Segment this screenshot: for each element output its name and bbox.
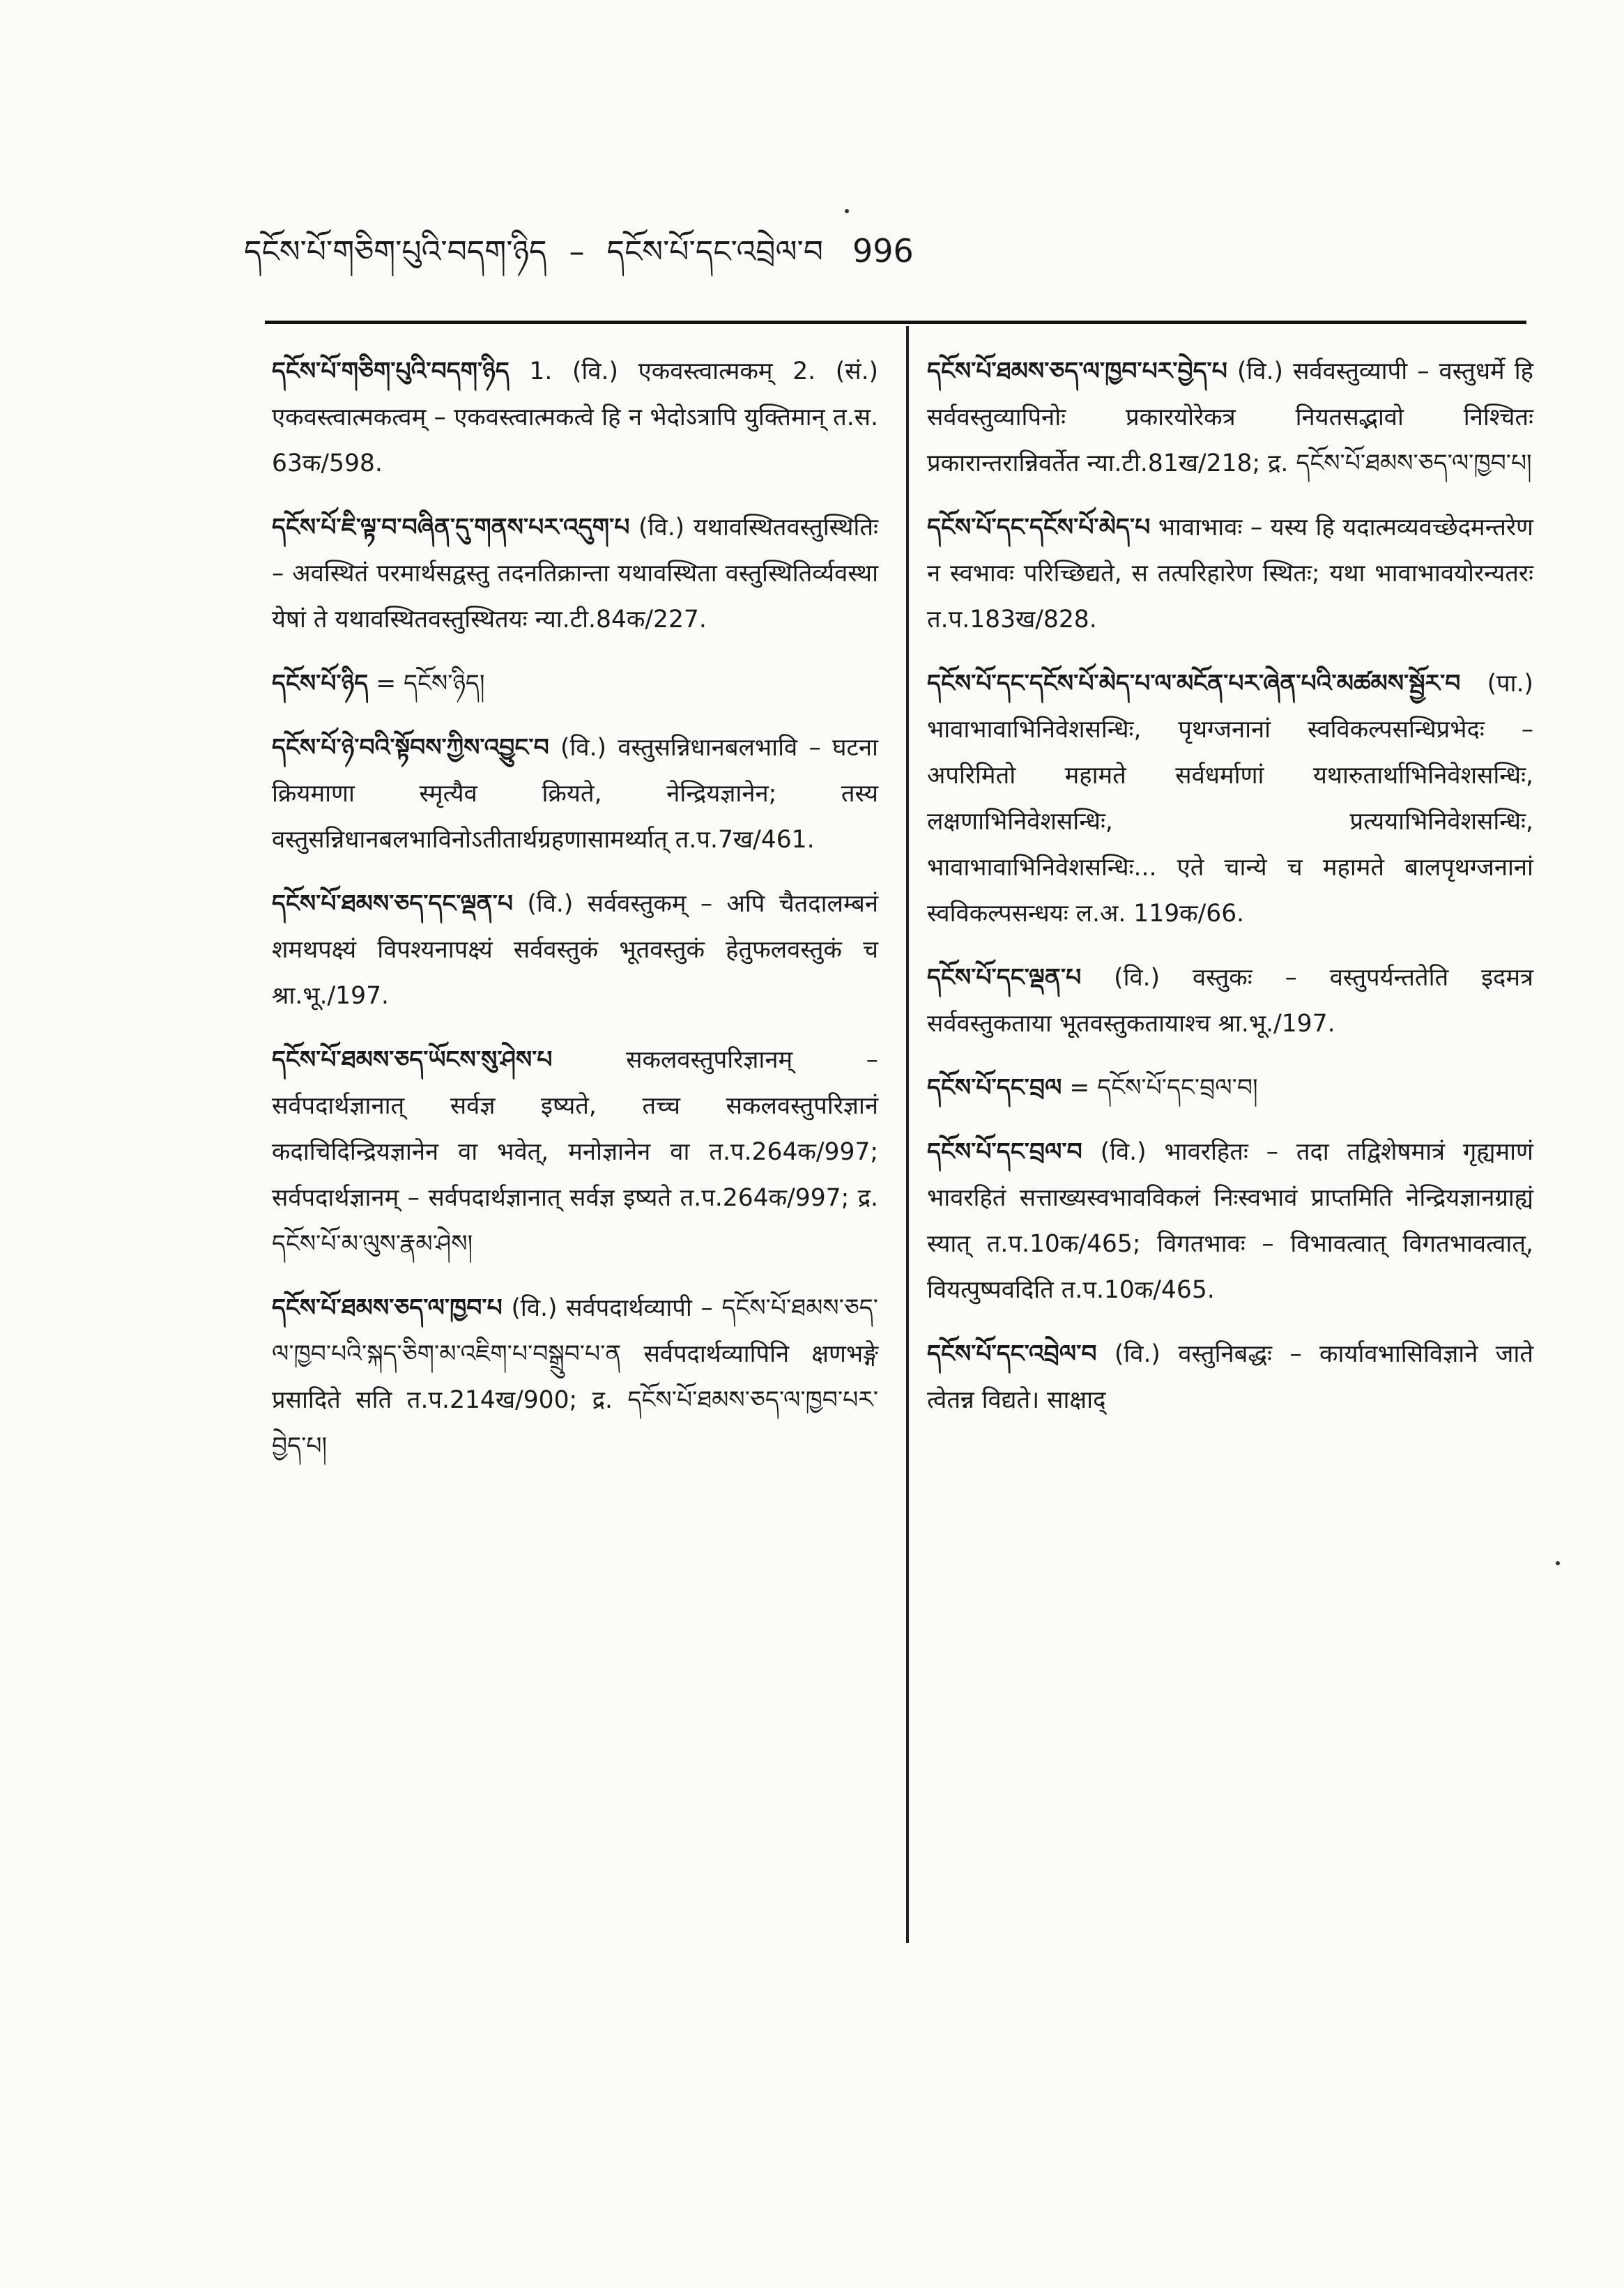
dictionary-entry	[272, 661, 878, 707]
entry-headword: དངོས་པོ་དང་དངོས་པོ་མེད་པ	[927, 514, 1151, 542]
dictionary-entry	[927, 661, 1533, 937]
dictionary-entry	[272, 1037, 878, 1267]
entry-body: (वि.) वस्तुकः – वस्तुपर्यन्ततेति इदमत्र सर्ववस्तुकताया भूतवस्तुकतायाश्च श्रा.भू./197.	[927, 964, 1533, 1038]
entry-headword: དངོས་པོ་ཐམས་ཅད་ལ་ཁྱབ་པར་བྱེད་པ	[927, 358, 1227, 385]
dictionary-entry	[927, 1065, 1533, 1111]
right-column	[927, 348, 1533, 1441]
dictionary-entry	[927, 505, 1533, 643]
dictionary-entry	[272, 881, 878, 1019]
dictionary-entry	[927, 1331, 1533, 1423]
entry-body: = དངོས་ཉིད།	[376, 670, 485, 698]
left-column	[272, 348, 878, 1487]
entry-body: भावाभावः – यस्य हि यदात्मव्यवच्छेदमन्तरेण न स्वभावः परिच्छिद्यते, स तत्परिहारेण स्थितः; यथा भावाभावयोरन्यतरः त.प.183ख/828.	[927, 514, 1533, 634]
speck-mark	[1556, 1561, 1560, 1565]
entry-headword: དངོས་པོ་ཇི་ལྟ་བ་བཞིན་དུ་གནས་པར་འདུག་པ	[272, 514, 630, 542]
column-divider	[906, 326, 909, 1943]
entry-body: (वि.) यथावस्थितवस्तुस्थितिः – अवस्थितं परमार्थसद्वस्तु तदनतिक्रान्ता यथावस्थिता वस्तुस्थितिर्व्यवस्था येषां ते यथावस्थितवस्तुस्थितयः न्या.टी.84क/227.	[272, 514, 878, 634]
entry-headword: དངོས་པོ་ཐམས་ཅད་ལ་ཁྱབ་པ	[272, 1294, 503, 1322]
entry-headword: དངོས་པོ་ཐམས་ཅད་དང་ལྡན་པ	[272, 890, 513, 918]
entry-headword: དངོས་པོ་གཅིག་པུའི་བདག་ཉིད	[272, 358, 510, 385]
entry-headword: དངོས་པོ་དང་འབྲེལ་བ	[927, 1340, 1097, 1368]
entry-body: = དངོས་པོ་དང་བྲལ་བ།	[1069, 1074, 1258, 1102]
entry-headword: དངོས་པོ་ཉིད	[272, 670, 369, 698]
dictionary-entry	[927, 955, 1533, 1047]
entry-body: (वि.) वस्तुनिबद्धः – कार्यावभासिविज्ञाने जाते त्वेतन्न विद्यते। साक्षाद्	[927, 1340, 1534, 1414]
speck-mark	[845, 209, 849, 213]
dictionary-entry	[272, 348, 878, 486]
entry-body: (वि.) सर्ववस्तुकम् – अपि चैतदालम्बनं शमथपक्ष्यं विपश्यनापक्ष्यं सर्ववस्तुकं भूतवस्तुकं हेतुफलवस्तुकं च श्रा.भू./197.	[272, 890, 878, 1010]
dictionary-entry	[272, 1285, 878, 1469]
entry-body: (वि.) भावरहितः – तदा तद्विशेषमात्रं गृह्यमाणं भावरहितं सत्ताख्यस्वभावविकलं निःस्वभावं प्राप्तमिति नेन्द्रियज्ञानग्राह्यं स्यात् त.प.10क/465; विगतभावः – विभावत्वात् विगतभावत्वात्, वियत्पुष्पवदिति त.प.10क/465.	[927, 1138, 1533, 1304]
entry-body: (वि.) सर्वपदार्थव्यापी – དངོས་པོ་ཐམས་ཅད་ལ་ཁྱབ་པའི་སྐད་ཅིག་མ་འཇིག་པ་བསྒྲུབ་པ་ན सर्वपदार्थव्यापिनि क्षणभङ्गे प्रसादिते सति त.प.214ख/900; द्र. དངོས་པོ་ཐམས་ཅད་ལ་ཁྱབ་པར་བྱེད་པ།	[272, 1294, 879, 1460]
entry-headword: དངོས་པོ་ཉེ་བའི་སྟོབས་ཀྱིས་འབྱུང་བ	[272, 734, 549, 762]
entry-body: 1. (वि.) एकवस्त्वात्मकम् 2. (सं.) एकवस्त्वात्मकत्वम् – एकवस्त्वात्मकत्वे हि न भेदोऽत्रापि युक्तिमान् त.स. 63क/598.	[272, 358, 878, 477]
entry-headword: དངོས་པོ་དང་ལྡན་པ	[927, 964, 1082, 992]
entry-headword: དངོས་པོ་དང་དངོས་པོ་མེད་པ་ལ་མངོན་པར་ཞེན་པའི་མཚམས་སྦྱོར་བ	[927, 670, 1461, 698]
header-right-headword: དངོས་པོ་དང་འབྲེལ་བ	[606, 234, 823, 270]
dictionary-entry	[927, 348, 1533, 486]
header-left-headword: དངོས་པོ་གཅིག་པུའི་བདག་ཉིད	[244, 234, 547, 270]
running-header	[244, 230, 914, 273]
entry-body: (वि.) सर्ववस्तुव्यापी – वस्तुधर्मे हि सर्ववस्तुव्यापिनोः प्रकारयोरेकत्र नियतसद्भावो निश्चितः प्रकारान्तरान्निवर्तेत न्या.टी.81ख/218; द्र. དངོས་པོ་ཐམས་ཅད་ལ་ཁྱབ་པ།	[927, 358, 1533, 477]
entry-headword: དངོས་པོ་དང་བྲལ་བ	[927, 1138, 1082, 1166]
entry-headword: དངོས་པོ་ཐམས་ཅད་ཡོངས་སུ་ཤེས་པ	[272, 1046, 553, 1074]
dictionary-entry	[927, 1129, 1533, 1313]
entry-body: सकलवस्तुपरिज्ञानम् – सर्वपदार्थज्ञानात् सर्वज्ञ इष्यते, तच्च सकलवस्तुपरिज्ञानं कदाचिदिन्द्रियज्ञानेन वा भवेत्, मनोज्ञानेन वा त.प.264क/997; सर्वपदार्थज्ञानम् – सर्वपदार्थज्ञानात् सर्वज्ञ इष्यते त.प.264क/997; द्र. དངོས་པོ་མ་ལུས་རྣམ་ཤེས།	[272, 1046, 878, 1258]
dictionary-entry	[272, 505, 878, 643]
entry-body: (वि.) वस्तुसन्निधानबलभावि – घटना क्रियमाणा स्मृत्यैव क्रियते, नेन्द्रियज्ञानेन; तस्य वस्तुसन्निधानबलभाविनोऽतीतार्थग्रहणासामर्थ्यात् त.प.7ख/461.	[272, 734, 878, 854]
header-rule	[265, 321, 1526, 324]
header-dash: –	[569, 234, 585, 270]
entry-body: (पा.) भावाभावाभिनिवेशसन्धिः, पृथग्जनानां स्वविकल्पसन्धिप्रभेदः – अपरिमितो महामते सर्वधर्माणां यथारुतार्थाभिनिवेशसन्धिः, लक्षणाभिनिवेशसन्धिः, प्रत्ययाभिनिवेशसन्धिः, भावाभावाभिनिवेशसन्धिः... एते चान्ये च महामते बालपृथग्जनानां स्वविकल्पसन्धयः ल.अ. 119क/66.	[927, 670, 1533, 928]
dictionary-entry	[272, 725, 878, 863]
entry-headword: དངོས་པོ་དང་བྲལ	[927, 1074, 1062, 1102]
page-number: 996	[852, 232, 914, 270]
